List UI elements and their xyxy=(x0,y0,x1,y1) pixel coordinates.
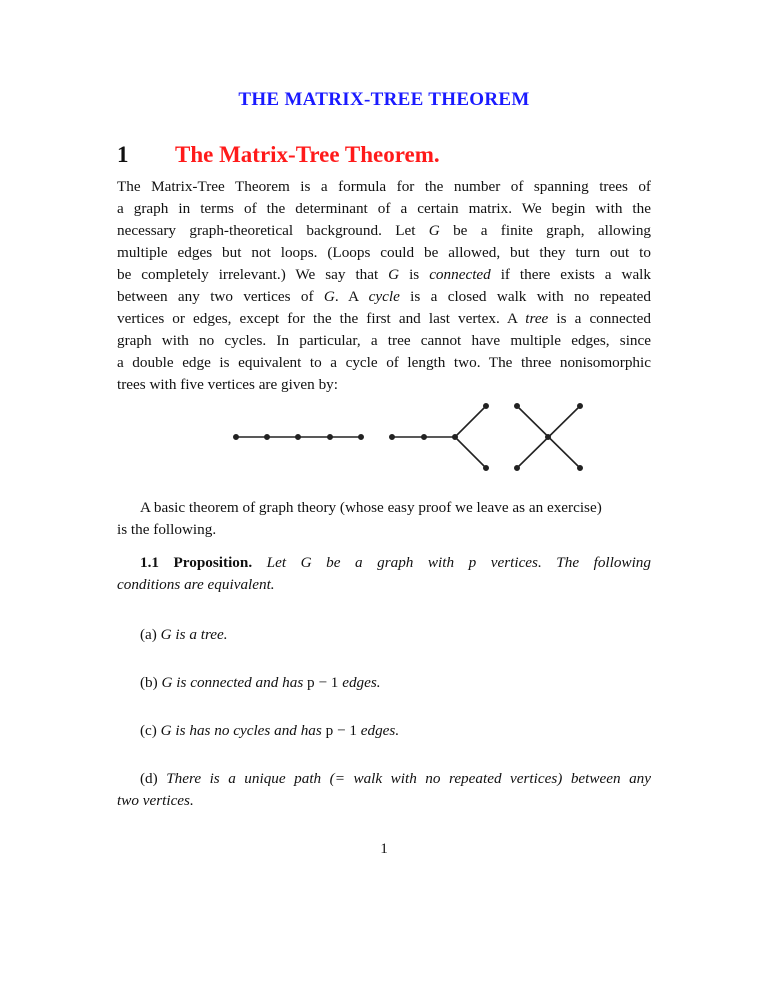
text-segment: tree xyxy=(525,310,549,327)
text-segment: . A xyxy=(334,288,369,305)
text-segment: A basic theorem of graph theory (whose easy proof we leave as an exercise) xyxy=(140,499,602,516)
text-segment: trees with five vertices are given by: xyxy=(117,376,338,393)
text-segment: G xyxy=(300,554,312,571)
text-segment: p xyxy=(468,554,477,571)
text-segment: is a closed walk with no repeated xyxy=(399,288,652,305)
text-segment: There is a unique path (= walk with no repeated vertices) between any xyxy=(166,770,651,787)
text-segment: cycle xyxy=(368,288,400,305)
text-segment: a graph in terms of the determinant of a certain matrix. We begin with the xyxy=(117,200,651,217)
text-segment: is the following. xyxy=(117,521,217,538)
text-segment: conditions are equivalent. xyxy=(117,576,275,593)
text-segment: connected xyxy=(429,266,491,283)
text-segment: Let xyxy=(252,554,301,571)
text-segment: multiple edges but not loops. (Loops could be allowed, but they turn out to xyxy=(117,244,651,261)
page-number: 1 xyxy=(380,840,388,857)
section-title: The Matrix-Tree Theorem. xyxy=(175,142,440,167)
text-segment: G is connected and has xyxy=(161,674,308,691)
text-segment: vertices or edges, except for the the first and last vertex. A xyxy=(117,310,526,327)
text-segment: (c) xyxy=(140,722,161,739)
text-segment: if there exists a walk xyxy=(490,266,651,283)
text-segment: G xyxy=(428,222,440,239)
text-segment: edges. xyxy=(338,674,381,691)
fork-tree xyxy=(390,404,488,470)
text-segment: G is has no cycles and has xyxy=(160,722,326,739)
text-segment: a double edge is equivalent to a cycle of length two. The three nonisomorphic xyxy=(117,354,651,371)
text-segment: edges. xyxy=(356,722,400,739)
text-segment: (a) xyxy=(140,626,161,643)
text-segment: (d) xyxy=(140,770,167,787)
text-segment: is xyxy=(399,266,430,283)
text-segment: between any two vertices of xyxy=(117,288,324,305)
text-segment: necessary graph-theoretical background. Let xyxy=(117,222,429,239)
text-segment: graph with no cycles. In particular, a tree cannot have multiple edges, since xyxy=(117,332,651,349)
star-tree xyxy=(515,404,582,470)
text-segment: is a connected xyxy=(548,310,651,327)
text-segment: be completely irrelevant.) We say that xyxy=(117,266,389,283)
text-segment: 1.1 Proposition. xyxy=(140,554,253,571)
text-segment: G xyxy=(388,266,400,283)
text-segment: G xyxy=(323,288,335,305)
text-segment: two vertices. xyxy=(117,792,194,809)
text-segment: be a graph with xyxy=(311,554,469,571)
text-segment: p − 1 xyxy=(325,722,357,739)
path-tree xyxy=(234,435,363,439)
text-segment: (b) xyxy=(140,674,162,691)
document-title: THE MATRIX-TREE THEOREM xyxy=(238,89,530,110)
text-segment: G is a tree. xyxy=(160,626,228,643)
section-number: 1 xyxy=(117,142,129,167)
text-segment: be a finite graph, allowing xyxy=(439,222,652,239)
text-segment: The Matrix-Tree Theorem is a formula for the number of spanning trees of xyxy=(117,178,651,195)
text-segment: vertices. The following xyxy=(476,554,651,571)
text-segment: p − 1 xyxy=(307,674,339,691)
